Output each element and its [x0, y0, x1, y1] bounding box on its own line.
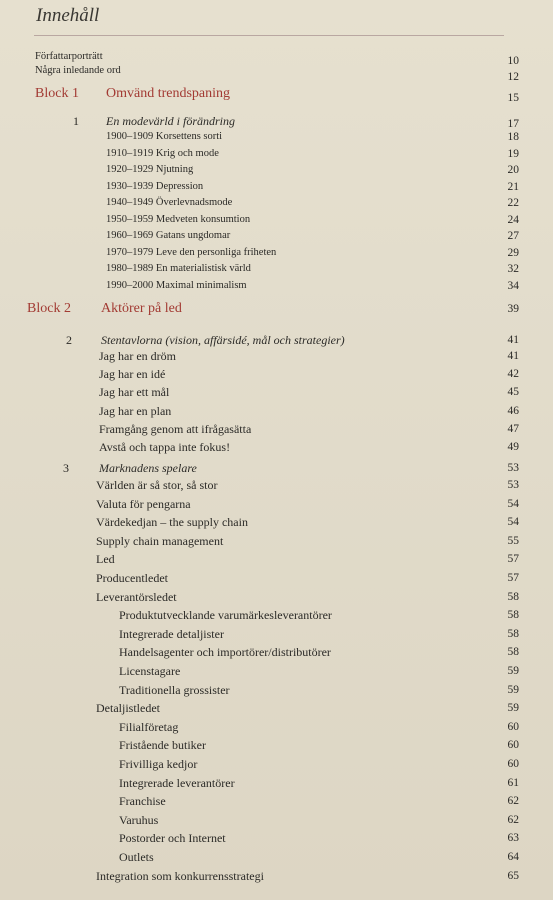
- toc-entry-text: Integrerade detaljister: [119, 626, 224, 641]
- chapter-number: 2: [66, 333, 72, 347]
- toc-entry-page: 54: [507, 497, 519, 510]
- toc-entry-text: Producentledet: [96, 571, 168, 585]
- toc-entry: [0, 774, 553, 792]
- toc-entry-page: 32: [507, 263, 519, 275]
- toc-entry-text: Jag har ett mål: [99, 385, 170, 400]
- toc-entry-text: Fristående butiker: [119, 738, 206, 753]
- toc-entry: [0, 383, 553, 401]
- chapter-page: 17: [507, 118, 519, 130]
- toc-entry: [0, 867, 553, 885]
- toc-entry-text: Licenstagare: [119, 664, 181, 678]
- toc-entry-page: 60: [507, 739, 519, 752]
- toc-entry: [0, 625, 553, 643]
- toc-entry-text: Traditionella grossister: [119, 682, 230, 697]
- toc-entry-page: 29: [507, 246, 519, 259]
- title-rule: [34, 35, 504, 36]
- toc-entry-page: 34: [507, 279, 519, 292]
- toc-entry: [0, 718, 553, 736]
- toc-chapter-heading: [0, 459, 553, 477]
- block-title: Aktörer på led: [101, 301, 182, 316]
- toc-entry-page: 58: [507, 627, 519, 640]
- toc-entry-page: 10: [507, 55, 519, 67]
- toc-entry: [0, 699, 553, 717]
- toc-entry-text: Supply chain management: [96, 533, 224, 548]
- toc-entry-text: Författarporträtt: [35, 51, 103, 62]
- toc-entry-page: 54: [507, 516, 519, 529]
- toc-entry: [0, 513, 553, 531]
- toc-entry-page: 57: [507, 553, 519, 566]
- toc-entry: [0, 588, 553, 606]
- toc-entry-page: 20: [507, 164, 519, 176]
- toc-entry: [0, 532, 553, 550]
- toc-entry: [0, 829, 553, 847]
- toc-entry-text: Filialföretag: [119, 719, 179, 734]
- toc-entry: [0, 811, 553, 829]
- toc-entry-page: 58: [507, 590, 519, 603]
- toc-entry-page: 58: [507, 646, 519, 659]
- toc-entry-text: 1990–2000 Maximal minimalism: [106, 279, 247, 291]
- toc-entry-text: 1930–1939 Depression: [106, 180, 204, 192]
- toc-block-heading: [0, 85, 553, 103]
- toc-entry-text: Jag har en idé: [99, 367, 166, 382]
- chapter-page: 53: [507, 462, 519, 474]
- toc-entry-page: 59: [507, 665, 519, 677]
- toc-entry-text: 1910–1919 Krig och mode: [106, 147, 219, 159]
- toc-entry-page: 59: [507, 702, 519, 715]
- toc-entry: [0, 792, 553, 810]
- toc-entry: [0, 550, 553, 568]
- toc-entry: [0, 260, 553, 278]
- toc-entry-page: 19: [507, 147, 519, 160]
- toc-entry-page: 62: [507, 795, 519, 808]
- toc-entry-text: Postorder och Internet: [119, 831, 226, 846]
- toc-entry-page: 55: [507, 534, 519, 547]
- toc-entry: [0, 244, 553, 262]
- toc-entry-text: Outlets: [119, 850, 154, 864]
- toc-entry-page: 57: [507, 572, 519, 584]
- toc-entry-page: 21: [507, 180, 519, 193]
- toc-entry-text: 1900–1909 Korsettens sorti: [106, 131, 223, 142]
- toc-entry-page: 12: [507, 71, 519, 83]
- toc-entry-page: 22: [507, 197, 519, 209]
- toc-entry: [0, 606, 553, 624]
- toc-entry: [0, 211, 553, 229]
- toc-entry-page: 49: [507, 441, 519, 453]
- toc-entry: [0, 161, 553, 179]
- toc-entry: [0, 495, 553, 513]
- chapter-title: Marknadens spelare: [99, 461, 197, 475]
- toc-entry-text: Världen är så stor, så stor: [96, 478, 218, 492]
- toc-entry-text: Handelsagenter och importörer/distributörer: [119, 645, 331, 660]
- toc-entry-text: Integration som konkurrensstrategi: [96, 868, 264, 883]
- block-label: Block 2: [27, 301, 71, 316]
- toc-entry-text: 1940–1949 Överlevnadsmode: [106, 197, 233, 208]
- toc-entry-text: 1920–1929 Njutning: [106, 164, 194, 175]
- toc-entry: [0, 681, 553, 699]
- toc-entry: [0, 662, 553, 680]
- toc-entry-text: 1950–1959 Medveten konsumtion: [106, 213, 251, 225]
- toc-entry: [0, 420, 553, 438]
- toc-entry-page: 64: [507, 851, 519, 863]
- toc-entry-page: 59: [507, 683, 519, 696]
- toc-entry-page: 60: [507, 758, 519, 770]
- toc-entry-text: Detaljistledet: [96, 701, 160, 716]
- block-title: Omvänd trendspaning: [106, 86, 231, 101]
- toc-entry-page: 65: [507, 869, 519, 882]
- toc-block-heading: [0, 300, 553, 318]
- toc-entry: [0, 755, 553, 773]
- chapter-title: Stentavlorna (vision, affärsidé, mål och strategier): [101, 333, 345, 347]
- toc-entry: [0, 848, 553, 866]
- chapter-page: 41: [507, 334, 519, 346]
- toc-entry: [0, 643, 553, 661]
- toc-entry-text: Franchise: [119, 794, 166, 809]
- block-page: 15: [507, 92, 519, 104]
- toc-entry: [0, 194, 553, 212]
- toc-entry: [0, 365, 553, 383]
- toc-entry-page: 41: [507, 350, 519, 362]
- toc-entry-text: Integrerade leverantörer: [119, 775, 235, 790]
- toc-entry: [0, 145, 553, 163]
- page-title: Innehåll: [36, 5, 100, 26]
- toc-entry-text: Varuhus: [119, 812, 159, 827]
- toc-entry-page: 62: [507, 813, 519, 826]
- toc-entry: [0, 227, 553, 245]
- block-page: 39: [507, 303, 519, 315]
- toc-entry-page: 47: [507, 422, 519, 435]
- toc-entry-text: Framgång genom att ifrågasätta: [99, 421, 252, 436]
- toc-entry-text: Avstå och tappa inte fokus!: [99, 440, 231, 454]
- toc-entry-text: 1970–1979 Leve den personliga friheten: [106, 246, 277, 258]
- toc-entry-text: Värdekedjan – the supply chain: [96, 515, 248, 530]
- toc-entry-page: 46: [507, 404, 519, 417]
- toc-entry-text: Led: [96, 552, 115, 567]
- toc-entry: [0, 277, 553, 295]
- toc-entry: [0, 128, 553, 146]
- toc-entry-text: Jag har en plan: [99, 403, 172, 418]
- toc-entry: [0, 178, 553, 196]
- toc-entry-text: 1960–1969 Gatans ungdomar: [106, 230, 231, 241]
- chapter-number: 3: [63, 461, 69, 475]
- toc-entry-page: 53: [507, 479, 519, 491]
- toc-entry: [0, 476, 553, 494]
- toc-entry-page: 42: [507, 368, 519, 381]
- toc-entry-text: Leverantörsledet: [96, 589, 177, 604]
- toc-entry-page: 58: [507, 609, 519, 622]
- toc-entry-page: 24: [507, 213, 519, 226]
- toc-entry-page: 61: [507, 776, 519, 789]
- toc-entry-page: 18: [507, 131, 519, 143]
- toc-entry: [0, 736, 553, 754]
- toc-entry-text: Produktutvecklande varumärkesleverantörer: [119, 608, 332, 623]
- toc-entry-page: 27: [507, 230, 519, 242]
- chapter-title: En modevärld i förändring: [106, 114, 235, 128]
- toc-entry-text: Frivilliga kedjor: [119, 757, 198, 771]
- toc-entry: [0, 569, 553, 587]
- toc-entry-text: Några inledande ord: [35, 65, 121, 76]
- toc-entry-text: Jag har en dröm: [99, 349, 176, 363]
- toc-entry: [0, 402, 553, 420]
- toc-entry-page: 45: [507, 386, 519, 399]
- block-label: Block 1: [35, 86, 79, 101]
- toc-entry-text: Valuta för pengarna: [96, 496, 191, 511]
- toc-entry: [0, 62, 553, 83]
- toc-entry: [0, 347, 553, 365]
- toc-entry-page: 60: [507, 720, 519, 733]
- toc-entry-text: 1980–1989 En materialistisk värld: [106, 263, 251, 274]
- chapter-number: 1: [73, 114, 79, 128]
- toc-entry: [0, 438, 553, 456]
- toc-entry-page: 63: [507, 832, 519, 845]
